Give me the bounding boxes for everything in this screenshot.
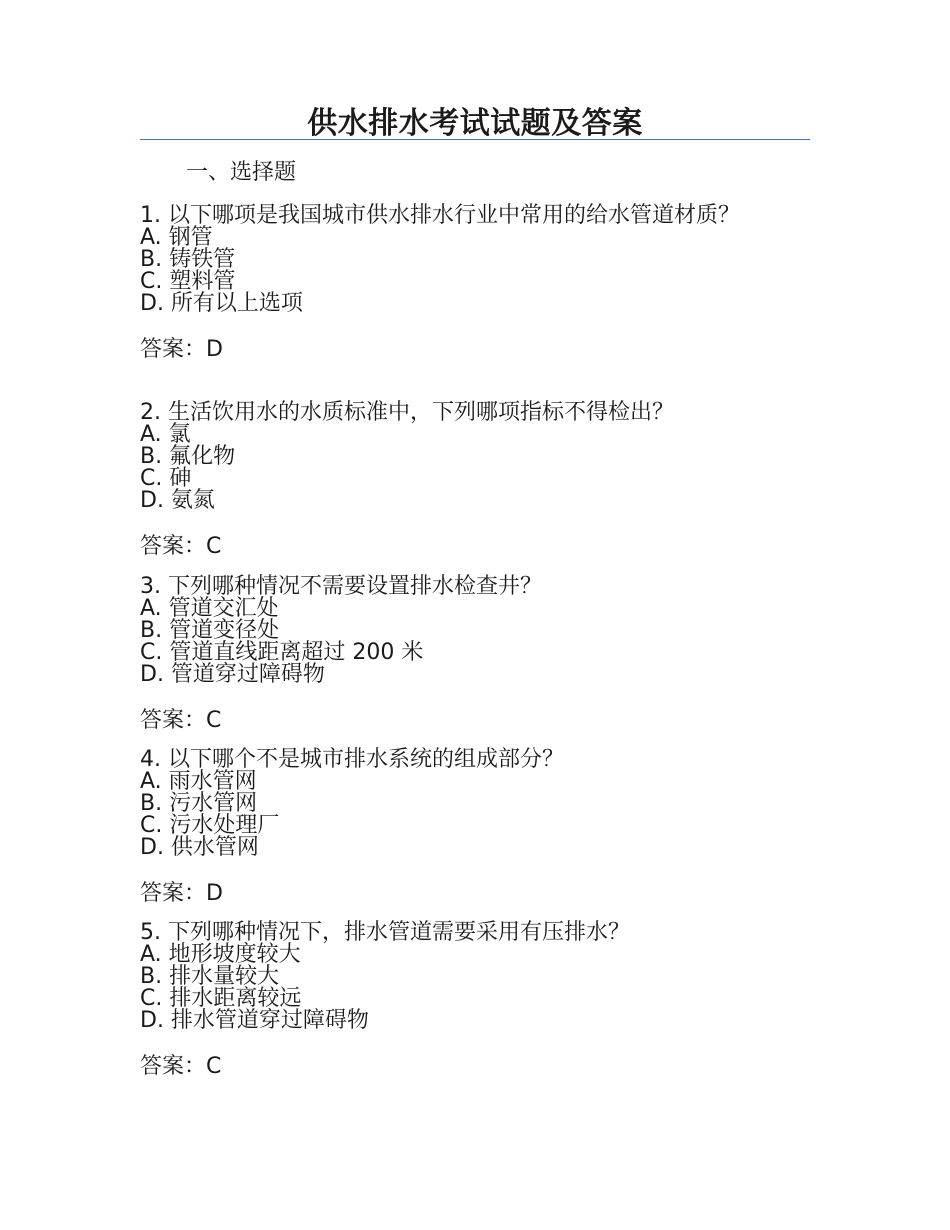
option-d: D. 排水管道穿过障碍物 [140, 1008, 369, 1033]
question-1 [140, 205, 780, 365]
option-list [140, 944, 780, 1032]
option-d: D. 氨氮 [140, 488, 215, 513]
option-a: A. 雨水管网 [140, 769, 257, 794]
option-c: C. 砷 [140, 466, 192, 491]
question-2 [140, 402, 780, 562]
question-stem: 4. 以下哪个不是城市排水系统的组成部分？ [140, 747, 564, 772]
option-list [140, 227, 780, 315]
option-d: D. 供水管网 [140, 835, 259, 860]
question-5 [140, 922, 780, 1082]
question-stem: 3. 下列哪种情况不需要设置排水检查井？ [140, 574, 542, 599]
title-underline [140, 139, 810, 140]
question-4 [140, 749, 780, 909]
answer-line: 答案：C [140, 708, 222, 733]
question-stem: 1. 以下哪项是我国城市供水排水行业中常用的给水管道材质？ [140, 203, 740, 228]
option-a: A. 管道交汇处 [140, 596, 279, 621]
answer-line: 答案：D [140, 881, 223, 906]
document-title: 供水排水考试试题及答案 [307, 106, 643, 141]
option-list [140, 424, 780, 512]
option-a: A. 钢管 [140, 225, 213, 250]
question-stem: 2. 生活饮用水的水质标准中，下列哪项指标不得检出？ [140, 400, 674, 425]
option-a: A. 地形坡度较大 [140, 942, 301, 967]
answer-line: 答案：C [140, 534, 222, 559]
option-c: C. 塑料管 [140, 269, 236, 294]
section-heading: 一、选择题 [186, 160, 297, 185]
option-b: B. 排水量较大 [140, 964, 280, 989]
option-c: C. 排水距离较远 [140, 986, 302, 1011]
question-stem: 5. 下列哪种情况下，排水管道需要采用有压排水？ [140, 920, 630, 945]
option-c: C. 污水处理厂 [140, 813, 280, 838]
question-3 [140, 576, 780, 736]
option-b: B. 铸铁管 [140, 247, 236, 272]
option-d: D. 所有以上选项 [140, 291, 303, 316]
option-c: C. 管道直线距离超过 200 米 [140, 640, 424, 665]
option-list [140, 598, 780, 686]
option-d: D. 管道穿过障碍物 [140, 662, 325, 687]
option-list [140, 771, 780, 859]
option-b: B. 污水管网 [140, 791, 258, 816]
answer-line: 答案：C [140, 1054, 222, 1079]
option-b: B. 管道变径处 [140, 618, 280, 643]
option-b: B. 氟化物 [140, 444, 236, 469]
option-a: A. 氯 [140, 422, 191, 447]
answer-line: 答案：D [140, 337, 223, 362]
